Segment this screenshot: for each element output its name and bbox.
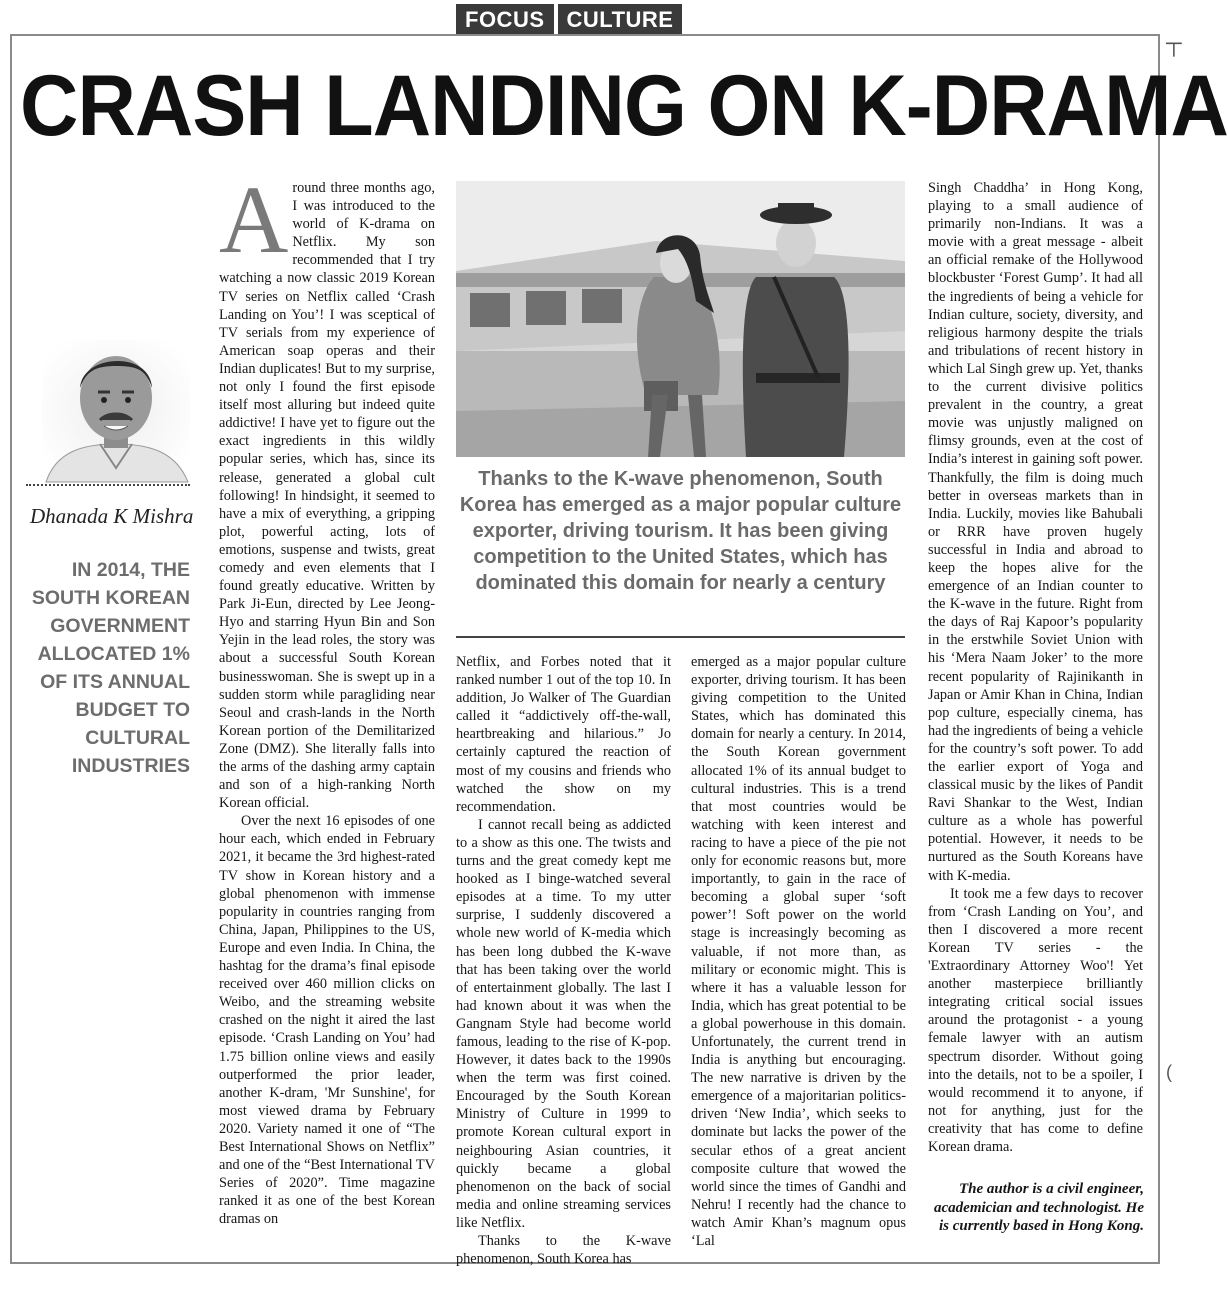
- paragraph: Thanks to the K-wave phenomenon, South Korea has: [456, 1233, 671, 1268]
- edge-mark-icon: ┬: [1166, 30, 1182, 55]
- paragraph: emerged as a major popular culture exporter, driving tourism. It has been giving competition to the United States, which has dominated this domain for nearly a century. In 2014, the South Korean government allocated 1% of its annual budget to cultural industries. This is a trend that most countries would be watching with keen interest and racing to have a piece of the pie not only for economic reasons but, more importantly, to gain in the race of becoming a global super ‘soft power’! Soft power on the world stage is increasingly becoming as valuable, if not more than, as military or economic might. This is where it has a valuable lesson for India, which has great potential to be a global powerhouse in this domain. Unfortunately, the current trend in India is anything but encouraging. The new narrative is driven by the emergence of a majoritarian politics-driven ‘New India’, which seeks to dominate but lacks the power of the secular ethos of a great ancient composite culture that wowed the world since the times of Gandhi and Nehru! I recently had the chance to watch Amir Khan’s magnum opus ‘Lal: [691, 654, 906, 1249]
- drama-still-photo-icon: [456, 181, 905, 457]
- paragraph: Singh Chaddha’ in Hong Kong, playing to a small audience of primarily non-Indians. It was a movie with a great message - albeit an official remake of the Hollywood blockbuster ‘Forest Gump’. It had all the ingredients of being a vehicle for Indian culture, society, diversity, and religious harmony despite the trials and tribulations of recent history in which Lal Singh grew up. Yet, thanks to the current divisive politics prevalent in the country, a great movie was unjustly maligned on flimsy grounds, even at the cost of India’s interest in gaining soft power. Thankfully, the film is doing much better in overseas markets than in India. Luckily, movies like Bahubali or RRR have proven hugely successful in India and abroad to keep the hopes alive for the emergence of an Indian counter to the K-wave in the future. Right from the days of Raj Kapoor’s popularity in the erstwhile Soviet Union with his ‘Mera Naam Joker’ to the more recent popularity of Rajinikanth in Japan or Amir Khan in China, Indian pop culture, especially cinema, has had the ingredients of being a vehicle for the country’s soft power. To add the earlier export of Yoga and classical music by the likes of Pandit Ravi Shankar to the West, Indian culture as a whole has powerful potential. However, it needs to be nurtured as the South Koreans have with K-media.: [928, 180, 1143, 884]
- pull-quote: IN 2014, THE SOUTH KOREAN GOVERNMENT ALLOCATED 1% OF ITS ANNUAL BUDGET TO CULTURAL INDUSTRIES: [31, 559, 190, 777]
- section-tag-focus: FOCUS: [465, 7, 545, 32]
- author-bio: The author is a civil engineer, academician and technologist. He is currently based in Hong Kong.: [934, 1181, 1144, 1234]
- author-portrait-icon: [42, 340, 190, 482]
- edge-mark-icon: (: [1166, 1062, 1172, 1082]
- paragraph: Over the next 16 episodes of one hour each, which ended in February 2021, it became the 3rd highest-rated TV show in Korean history and a global phenomenon with immense popularity in countries ranging from China, Japan, Philippines to the US, Europe and even India. In China, the hashtag for the drama’s final episode received over 460 million clicks on Weibo, and the streaming website crashed on the night it aired the last episode. ‘Crash Landing on You’ had 1.75 billion online views and easily outperformed the prior leader, another K-dram, 'Mr Sunshine', for most viewed drama by February 2020. Variety named it one of “The Best International Shows on Netflix” and one of the “Best International TV Series of 2020”. Time magazine ranked it as one of the best Korean dramas on: [219, 813, 435, 1228]
- paragraph: I cannot recall being as addicted to a show as this one. The twists and turns and the great comedy kept me hooked as I binge-watched several episodes at a time. To my utter surprise, I suddenly discovered a whole new world of K-media which has been long dubbed the K-wave that has been taking over the world of entertainment globally. The last I had known about it was when the Gangnam Style had become world famous, leading to the rise of K-pop. However, it dates back to the 1990s when the term was first coined. Encouraged by the South Korean Ministry of Culture in 1999 to promote Korean cultural export in neighbouring Asian countries, it quickly became a global phenomenon on the back of social media and online streaming services like Netflix.: [456, 816, 671, 1231]
- author-photo: [42, 340, 190, 482]
- section-tag-culture: CULTURE: [554, 4, 683, 34]
- highlight-quote: Thanks to the K-wave phenomenon, South Korea has emerged as a major popular culture exporter, driving tourism. It has been giving competition to the United States, which has dominated this domain for nearly a century: [459, 468, 902, 594]
- article-column-2: [456, 653, 671, 1268]
- article-column-4: [928, 179, 1143, 1156]
- headline: CRASH LANDING ON K-DRAMA: [20, 58, 1228, 154]
- drop-cap: A: [219, 166, 289, 273]
- section-tags: [456, 4, 682, 34]
- paragraph: round three months ago, I was introduced to the world of K-drama on Netflix. My son recommended that I try watching a now classic 2019 Korean TV series on Netflix called ‘Crash Landing on You’! I was sceptical of TV serials from my experience of American soap operas and their Indian duplicates! But to my surprise, not only I found the first episode itself most alluring but indeed quite addictive! I have yet to figure out the exact ingredients in this wildly popular series, which has, since its release, generated a global cult following! In hindsight, it seemed to have a mix of everything, a gripping plot, powerful acting, lots of emotions, suspense and twists, great comedy and even elements that I found greatly educative. Written by Park Ji-Eun, directed by Lee Jeong-Hyo and starring Hyun Bin and Son Yejin in the lead roles, the story was about a successful South Korean businesswoman. She is swept up in a sudden storm while paragliding near Seoul and crash-lands in the North Korean portion of the Demilitarized Zone (DMZ). She literally falls into the arms of the dashing army captain and son of a high-ranking North Korean official.: [219, 180, 436, 812]
- article-column-1: [219, 166, 436, 1228]
- paragraph: Netflix, and Forbes noted that it ranked number 1 out of the top 10. In addition, Jo Walker of The Guardian called it “addictively off-the-wall, heartbreaking and hilarious.” Jo certainly captured the reaction of most of my cousins and friends who watched the show on my recommendation.: [456, 654, 671, 815]
- paragraph: It took me a few days to recover from ‘Crash Landing on You’, and then I discovered a more recent Korean TV series - the 'Extraordinary Attorney Woo'! Yet another masterpiece brilliantly integrating critical social issues around the protagonist - a young female lawyer with an autism spectrum disorder. Without going into the details, not to be a spoiler, I would recommend it to anyone, if not for anything, just for the creativity that has come to define Korean drama.: [928, 885, 1143, 1155]
- author-byline: Dhanada K Mishra: [30, 504, 194, 528]
- article-column-3: [691, 653, 906, 1250]
- drama-still-photo: [456, 181, 905, 457]
- quote-divider: [456, 636, 905, 638]
- byline-divider: [26, 484, 190, 486]
